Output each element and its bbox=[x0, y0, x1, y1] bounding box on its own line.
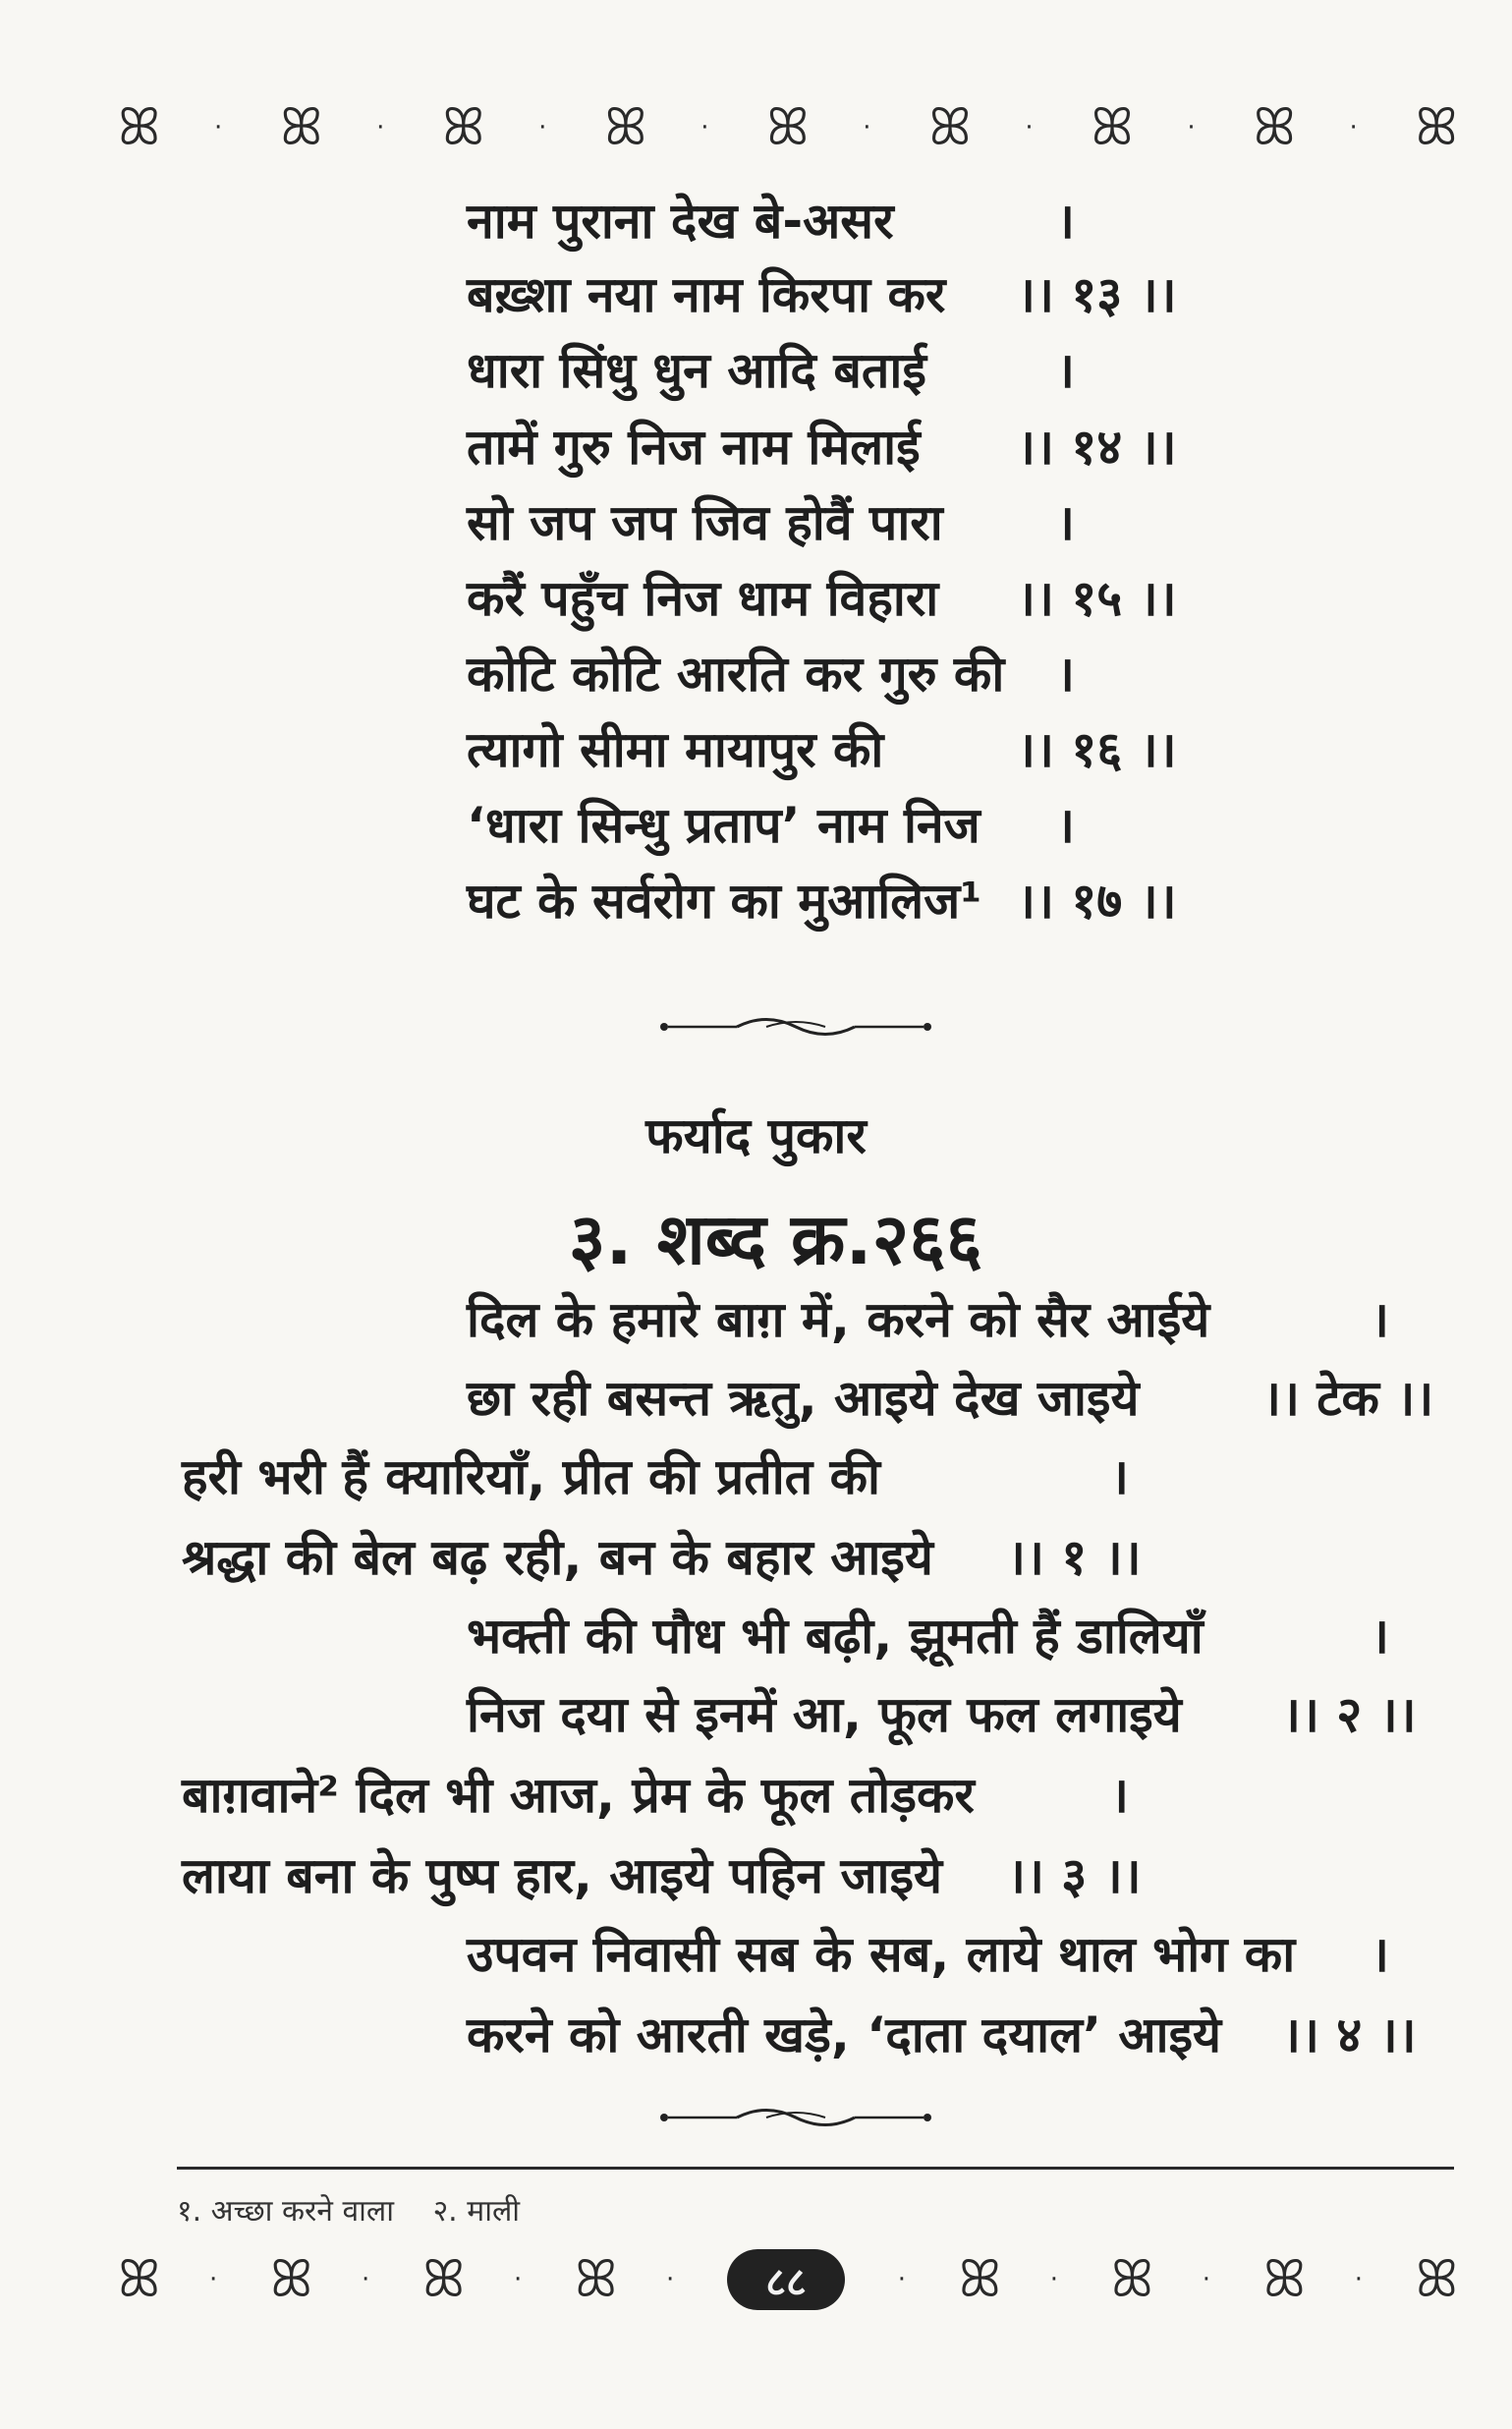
verse-text: करैं पहुँच निज धाम विहारा bbox=[467, 570, 939, 627]
verse-line bbox=[467, 342, 1075, 399]
verse-text: बख़्शा नया नाम किरपा कर bbox=[467, 266, 946, 323]
ornament-separator: · bbox=[1354, 2265, 1363, 2294]
verse-text: छा रही बसन्त ऋतु, आइये देख जाइये bbox=[467, 1370, 1140, 1427]
ornament-separator: · bbox=[700, 113, 709, 142]
verse-text: नाम पुराना देख बे-असर bbox=[467, 193, 894, 250]
verse-text: तामें गुरु निज नाम मिलाई bbox=[467, 419, 921, 476]
verse-text: उपवन निवासी सब के सब, लाये थाल भोग का bbox=[467, 1926, 1296, 1983]
flourish-divider bbox=[658, 2103, 933, 2132]
verse-marker: । bbox=[1056, 342, 1075, 399]
verse-marker: ।। २ ।। bbox=[1282, 1686, 1417, 1743]
ornament-icon: ꕤ bbox=[604, 98, 644, 157]
verse-line bbox=[467, 494, 1075, 551]
verse-text: बाग़वाने² दिल भी आज, प्रेम के फूल तोड़कर bbox=[182, 1767, 975, 1824]
verse-line bbox=[467, 873, 1177, 930]
verse-line bbox=[467, 419, 1177, 476]
verse-text: दिल के हमारे बाग़ में, करने को सैर आईये bbox=[467, 1291, 1210, 1348]
ornament-icon: ꕤ bbox=[1415, 98, 1454, 157]
ornament-separator: · bbox=[376, 113, 385, 142]
ornament-separator: · bbox=[362, 2265, 370, 2294]
page-number: ८८ bbox=[727, 2249, 845, 2310]
ornament-icon: ꕤ bbox=[766, 98, 806, 157]
verse-marker: । bbox=[1056, 646, 1075, 703]
ornament-separator: · bbox=[538, 113, 547, 142]
ornament-icon: ꕤ bbox=[270, 2250, 309, 2309]
verse-text: त्यागो सीमा मायापुर की bbox=[467, 721, 884, 778]
verse-marker: । bbox=[1056, 193, 1075, 250]
ornament-separator: · bbox=[209, 2265, 218, 2294]
ornament-icon: ꕤ bbox=[958, 2250, 997, 2309]
verse-text: सो जप जप जिव होवैं पारा bbox=[467, 494, 943, 551]
verse-line bbox=[467, 266, 1177, 323]
ornament-icon: ꕤ bbox=[1110, 2250, 1149, 2309]
verse-line bbox=[467, 2006, 1417, 2063]
verse-line bbox=[182, 1767, 1129, 1824]
ornament-icon: ꕤ bbox=[1253, 98, 1292, 157]
verse-text: घट के सर्वरोग का मुआलिज¹ bbox=[467, 873, 982, 930]
ornament-separator: · bbox=[1049, 2265, 1058, 2294]
ornament-separator: · bbox=[1349, 113, 1358, 142]
verse-marker: ।। ३ ।। bbox=[1007, 1847, 1142, 1904]
section-title: ३. शब्द क्र.२६६ bbox=[568, 1198, 983, 1280]
verse-marker: ।। टेक ।। bbox=[1262, 1370, 1434, 1427]
ornament-icon: ꕤ bbox=[1262, 2250, 1302, 2309]
verse-line bbox=[467, 1291, 1389, 1348]
verse-marker: । bbox=[1056, 797, 1075, 854]
ornament-icon: ꕤ bbox=[280, 98, 319, 157]
verse-line bbox=[467, 1686, 1417, 1743]
ornament-icon: ꕤ bbox=[1415, 2250, 1454, 2309]
verse-marker: ।। १ ।। bbox=[1007, 1529, 1142, 1586]
footnotes bbox=[177, 2189, 549, 2230]
verse-line bbox=[182, 1529, 1142, 1586]
ornament-separator: · bbox=[1202, 2265, 1210, 2294]
ornament-separator: · bbox=[214, 113, 223, 142]
ornament-separator: · bbox=[666, 2265, 675, 2294]
verse-marker: ।। १३ ।। bbox=[1017, 266, 1177, 323]
verse-line bbox=[467, 570, 1177, 627]
ornament-separator: · bbox=[863, 113, 871, 142]
verse-text: हरी भरी हैं क्यारियाँ, प्रीत की प्रतीत की bbox=[182, 1448, 880, 1505]
verse-marker: ।। १७ ।। bbox=[1017, 873, 1177, 930]
ornament-icon: ꕤ bbox=[928, 98, 968, 157]
verse-text: भक्ती की पौध भी बढ़ी, झूमती हैं डालियाँ bbox=[467, 1608, 1204, 1665]
verse-marker: ।। १६ ।। bbox=[1017, 721, 1177, 778]
verse-text: करने को आरती खड़े, ‘दाता दयाल’ आइये bbox=[467, 2006, 1222, 2063]
ornament-separator: · bbox=[514, 2265, 523, 2294]
verse-text: लाया बना के पुष्प हार, आइये पहिन जाइये bbox=[182, 1847, 943, 1904]
footnote-rule bbox=[177, 2167, 1454, 2170]
footnote-1: १. अच्छा करने वाला bbox=[177, 2194, 395, 2229]
verse-line bbox=[467, 1926, 1389, 1983]
verse-marker: । bbox=[1056, 494, 1075, 551]
verse-marker: । bbox=[1371, 1926, 1389, 1983]
verse-marker: ।। १५ ।। bbox=[1017, 570, 1177, 627]
verse-line bbox=[467, 646, 1075, 703]
flourish-divider bbox=[658, 1012, 933, 1042]
verse-line bbox=[467, 1370, 1434, 1427]
bottom-ornament-border bbox=[118, 2245, 1454, 2314]
verse-marker: । bbox=[1371, 1291, 1389, 1348]
verse-text: निज दया से इनमें आ, फूल फल लगाइये bbox=[467, 1686, 1182, 1743]
verse-text: कोटि कोटि आरति कर गुरु की bbox=[467, 646, 1005, 703]
verse-marker: । bbox=[1110, 1448, 1129, 1505]
verse-text: श्रद्धा की बेल बढ़ रही, बन के बहार आइये bbox=[182, 1529, 933, 1586]
verse-marker: ।। १४ ।। bbox=[1017, 419, 1177, 476]
ornament-separator: · bbox=[1025, 113, 1034, 142]
ornament-icon: ꕤ bbox=[575, 2250, 614, 2309]
verse-marker: । bbox=[1110, 1767, 1129, 1824]
verse-line bbox=[467, 1608, 1389, 1665]
verse-line bbox=[467, 721, 1177, 778]
verse-marker: ।। ४ ।। bbox=[1282, 2006, 1417, 2063]
ornament-icon: ꕤ bbox=[442, 98, 481, 157]
ornament-icon: ꕤ bbox=[118, 98, 157, 157]
verse-line bbox=[467, 797, 1075, 854]
verse-text: ‘धारा सिन्धु प्रताप’ नाम निज bbox=[467, 797, 980, 854]
ornament-separator: · bbox=[1187, 113, 1196, 142]
verse-line bbox=[182, 1448, 1129, 1505]
verse-line bbox=[467, 193, 1075, 250]
ornament-icon: ꕤ bbox=[1091, 98, 1130, 157]
verse-text: धारा सिंधु धुन आदि बताई bbox=[467, 342, 926, 399]
ornament-icon: ꕤ bbox=[118, 2250, 157, 2309]
ornament-icon: ꕤ bbox=[422, 2250, 462, 2309]
section-subtitle: फर्याद पुकार bbox=[645, 1107, 867, 1164]
verse-line bbox=[182, 1847, 1142, 1904]
ornament-separator: · bbox=[897, 2265, 906, 2294]
verse-marker: । bbox=[1371, 1608, 1389, 1665]
top-ornament-border bbox=[118, 93, 1454, 162]
footnote-2: २. माली bbox=[432, 2194, 521, 2229]
